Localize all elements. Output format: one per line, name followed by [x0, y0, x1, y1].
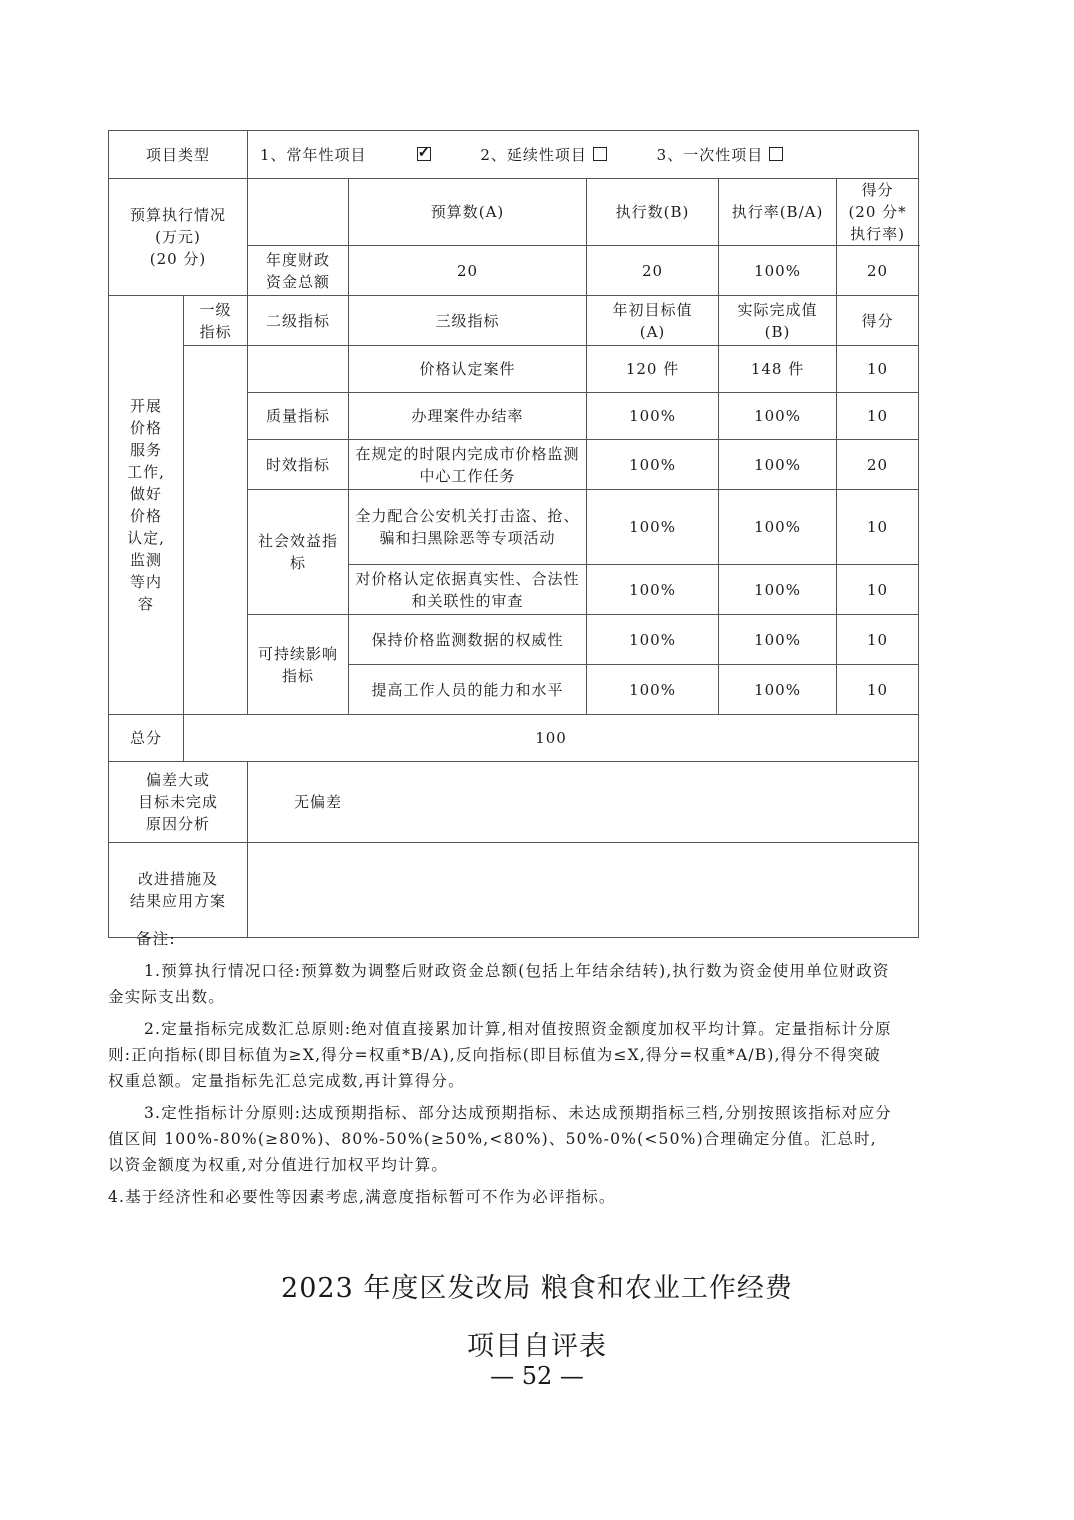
- next-table-subtitle: 项目自评表: [467, 1331, 607, 1362]
- target-cell: 100%: [587, 565, 719, 615]
- group-label-line: 开展: [129, 397, 162, 415]
- target-cell: 120 件: [587, 346, 719, 393]
- project-type-options: [248, 131, 919, 179]
- page-number: — 52 —: [490, 1362, 584, 1390]
- total-label: 总分: [109, 715, 184, 762]
- improvement-label: 改进措施及 结果应用方案: [109, 843, 248, 938]
- notes-section: [108, 926, 896, 1216]
- header-level1: 一级 指标: [184, 296, 248, 346]
- notes-heading: 备注:: [136, 930, 176, 948]
- level3-cell: 价格认定案件: [349, 346, 587, 393]
- header-level3: 三级指标: [349, 296, 587, 346]
- level1-blank: [184, 346, 248, 715]
- budget-label: 预算执行情况 (万元) (20 分): [109, 179, 248, 296]
- budget-header-b: 执行数(B): [587, 179, 719, 246]
- level3-cell: 保持价格监测数据的权威性: [349, 615, 587, 665]
- checkbox-checked-icon[interactable]: [417, 147, 431, 161]
- group-label-line: 认定,: [127, 529, 165, 547]
- score-cell: 10: [837, 346, 919, 393]
- group-label-line: 监测: [129, 551, 162, 569]
- group-label-line: 价格: [129, 507, 162, 525]
- level3-cell: 对价格认定依据真实性、合法性和关联性的审查: [349, 565, 587, 615]
- total-value: 100: [184, 715, 919, 762]
- actual-cell: 100%: [719, 665, 837, 715]
- actual-cell: 148 件: [719, 346, 837, 393]
- group-label-line: 价格: [129, 419, 162, 437]
- header-score: 得分: [837, 296, 919, 346]
- budget-blank-header: [248, 179, 349, 246]
- project-type-label: 项目类型: [109, 131, 248, 179]
- group-label-line: 等内: [129, 573, 162, 591]
- level3-cell: 全力配合公安机关打击盗、抢、骗和扫黑除恶等专项活动: [349, 490, 587, 565]
- note-item: 4.基于经济性和必要性等因素考虑,满意度指标暂可不作为必评指标。: [108, 1188, 616, 1206]
- actual-cell: 100%: [719, 565, 837, 615]
- note-item: 3.定性指标计分原则:达成预期指标、部分达成预期指标、未达成预期指标三档,分别按照该指标对应分值区间 100%-80%(≥80%)、80%-50%(≥50%,<80%)、50%-0%(<50%)合理确定分值。汇总时, 以资金额度为权重,对分值进行加权平均计算。: [108, 1104, 892, 1174]
- budget-value-score: 20: [837, 246, 919, 296]
- level3-cell: 办理案件办结率: [349, 393, 587, 440]
- budget-header-a: 预算数(A): [349, 179, 587, 246]
- next-table-title: 2023 年度区发改局 粮食和农业工作经费: [281, 1273, 793, 1304]
- header-actual: 实际完成值 (B): [719, 296, 837, 346]
- level2-cell: 时效指标: [248, 440, 349, 490]
- target-cell: 100%: [587, 490, 719, 565]
- level2-cell: 社会效益指标: [248, 490, 349, 615]
- score-cell: 10: [837, 665, 919, 715]
- actual-cell: 100%: [719, 615, 837, 665]
- checkbox-empty-icon[interactable]: [593, 147, 607, 161]
- level2-cell: 可持续影响指标: [248, 615, 349, 715]
- note-item: 1.预算执行情况口径:预算数为调整后财政资金总额(包括上年结余结转),执行数为资金使用单位财政资金实际支出数。: [108, 962, 890, 1006]
- deviation-label: 偏差大或 目标未完成 原因分析: [109, 762, 248, 843]
- level2-cell: 质量指标: [248, 393, 349, 440]
- group-label-line: 做好: [129, 485, 162, 503]
- option-recurring[interactable]: 1、常年性项目✓: [260, 144, 431, 166]
- level3-cell: 提高工作人员的能力和水平: [349, 665, 587, 715]
- budget-value-b: 20: [587, 246, 719, 296]
- actual-cell: 100%: [719, 393, 837, 440]
- budget-header-rate: 执行率(B/A): [719, 179, 837, 246]
- option-continuing[interactable]: 2、延续性项目: [480, 144, 607, 166]
- budget-value-a: 20: [349, 246, 587, 296]
- deviation-value: 无偏差: [248, 762, 919, 843]
- target-cell: 100%: [587, 665, 719, 715]
- group-label-line: 容: [137, 595, 154, 613]
- improvement-value: [248, 843, 919, 938]
- budget-row-label: 年度财政 资金总额: [248, 246, 349, 296]
- level2-cell: [248, 346, 349, 393]
- score-cell: 10: [837, 565, 919, 615]
- header-target: 年初目标值 (A): [587, 296, 719, 346]
- budget-header-score: 得分 (20 分*执行率): [837, 179, 919, 246]
- self-evaluation-table: [108, 130, 919, 938]
- actual-cell: 100%: [719, 490, 837, 565]
- group-label-line: 工作,: [127, 463, 165, 481]
- target-cell: 100%: [587, 440, 719, 490]
- note-item: 2.定量指标完成数汇总原则:绝对值直接累加计算,相对值按照资金额度加权平均计算。定量指标计分原则:正向指标(即目标值为≥X,得分=权重*B/A),反向指标(即目标值为≤X,得分=权重*A/B),得分不得突破权重总额。定量指标先汇总完成数,再计算得分。: [108, 1020, 892, 1090]
- level3-cell: 在规定的时限内完成市价格监测中心工作任务: [349, 440, 587, 490]
- group-label-line: 服务: [129, 441, 162, 459]
- score-cell: 20: [837, 440, 919, 490]
- indicator-group-label: [109, 296, 184, 715]
- score-cell: 10: [837, 490, 919, 565]
- target-cell: 100%: [587, 393, 719, 440]
- option-one-time[interactable]: 3、一次性项目: [657, 144, 784, 166]
- actual-cell: 100%: [719, 440, 837, 490]
- header-level2: 二级指标: [248, 296, 349, 346]
- checkbox-empty-icon[interactable]: [769, 147, 783, 161]
- score-cell: 10: [837, 615, 919, 665]
- table-row: [109, 346, 919, 393]
- budget-value-rate: 100%: [719, 246, 837, 296]
- target-cell: 100%: [587, 615, 719, 665]
- score-cell: 10: [837, 393, 919, 440]
